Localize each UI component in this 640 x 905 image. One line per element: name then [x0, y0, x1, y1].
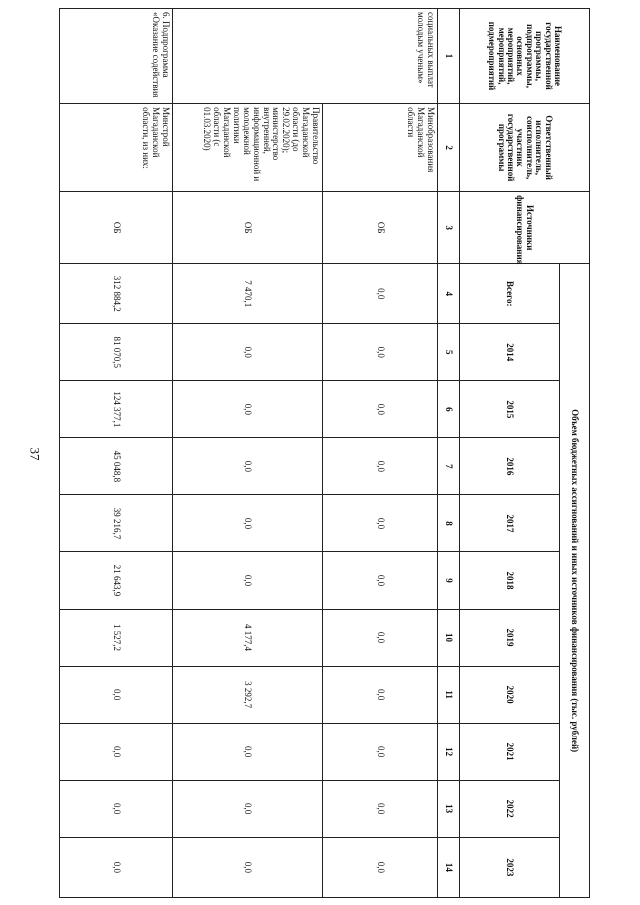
- header-source: Источники финансирования: [460, 192, 590, 264]
- header-name: Наименование государственной программы, подпрограммы, основных мероприятий, мероприятий, подмероприятий: [460, 9, 590, 104]
- row-value: 0,0: [60, 837, 173, 897]
- col-number: 5: [438, 324, 460, 381]
- header-group-title: Объем бюджетных ассигнований и иных источников финансирования (тыс. рублей): [560, 264, 590, 898]
- col-number: 14: [438, 837, 460, 897]
- row-source: ОБ: [60, 192, 173, 264]
- row-source: ОБ: [323, 192, 438, 264]
- table-row: [323, 9, 438, 898]
- row-value: 0,0: [323, 837, 438, 897]
- table-row: [173, 9, 323, 898]
- header-responsible: Ответственный исполнитель, соисполнитель, участник государственной программы: [460, 104, 590, 192]
- col-number: 13: [438, 780, 460, 837]
- col-number: 10: [438, 609, 460, 666]
- col-number: 8: [438, 495, 460, 552]
- row-responsible: Минстрой Магаданской области, из них:: [60, 104, 173, 192]
- row-value: 124 377,1: [60, 381, 173, 438]
- col-number: 9: [438, 552, 460, 609]
- header-year: 2016: [460, 438, 560, 495]
- col-number: 4: [438, 264, 460, 324]
- row-value: 0,0: [173, 324, 323, 381]
- col-number: 1: [438, 9, 460, 104]
- row-responsible: Минобразования Магаданской области: [323, 104, 438, 192]
- row-value: 0,0: [323, 609, 438, 666]
- row-responsible: Правительство Магаданской области (до 29.02.2020); министерство внутренней, информационной и молодежной политики Магаданской области (с 01.03.2020): [173, 104, 323, 192]
- header-year: 2023: [460, 837, 560, 897]
- row-value: 3 292,7: [173, 666, 323, 723]
- row-name: социальных выплат молодым ученым»: [173, 9, 438, 104]
- header-year: 2018: [460, 552, 560, 609]
- row-value: 1 527,2: [60, 609, 173, 666]
- col-number: 3: [438, 192, 460, 264]
- page-number: 37: [27, 447, 43, 461]
- budget-table: [59, 8, 590, 898]
- row-value: 0,0: [323, 495, 438, 552]
- row-value: 0,0: [60, 723, 173, 780]
- row-value: 0,0: [173, 495, 323, 552]
- row-value: 21 643,9: [60, 552, 173, 609]
- row-value: 4 177,4: [173, 609, 323, 666]
- row-value: 0,0: [60, 780, 173, 837]
- row-value: 312 884,2: [60, 264, 173, 324]
- row-value: 0,0: [173, 552, 323, 609]
- row-value: 0,0: [323, 666, 438, 723]
- row-value: 81 070,5: [60, 324, 173, 381]
- header-year: 2017: [460, 495, 560, 552]
- row-value: 45 048,8: [60, 438, 173, 495]
- row-value: 0,0: [323, 381, 438, 438]
- col-number: 11: [438, 666, 460, 723]
- row-value: 0,0: [323, 723, 438, 780]
- row-value: 0,0: [173, 723, 323, 780]
- col-number: 2: [438, 104, 460, 192]
- row-value: 0,0: [60, 666, 173, 723]
- row-value: 0,0: [323, 438, 438, 495]
- col-number: 6: [438, 381, 460, 438]
- row-value: 0,0: [323, 264, 438, 324]
- row-value: 0,0: [323, 780, 438, 837]
- header-year: 2014: [460, 324, 560, 381]
- row-value: 39 216,7: [60, 495, 173, 552]
- header-year: 2022: [460, 780, 560, 837]
- row-source: ОБ: [173, 192, 323, 264]
- header-year: 2015: [460, 381, 560, 438]
- row-value: 0,0: [173, 381, 323, 438]
- col-number: 12: [438, 723, 460, 780]
- header-total: Всего:: [460, 264, 560, 324]
- row-value: 0,0: [323, 552, 438, 609]
- header-year: 2020: [460, 666, 560, 723]
- row-value: 0,0: [173, 780, 323, 837]
- table-row: [60, 9, 173, 898]
- col-number: 7: [438, 438, 460, 495]
- row-value: 0,0: [173, 438, 323, 495]
- row-name: 6. Подпрограмма «Оказание содействия: [60, 9, 173, 104]
- budget-table-rotated: [60, 8, 590, 898]
- row-value: 0,0: [323, 324, 438, 381]
- row-value: 0,0: [173, 837, 323, 897]
- column-numbers-row: [438, 9, 460, 898]
- row-value: 7 470,1: [173, 264, 323, 324]
- header-year: 2019: [460, 609, 560, 666]
- header-year: 2021: [460, 723, 560, 780]
